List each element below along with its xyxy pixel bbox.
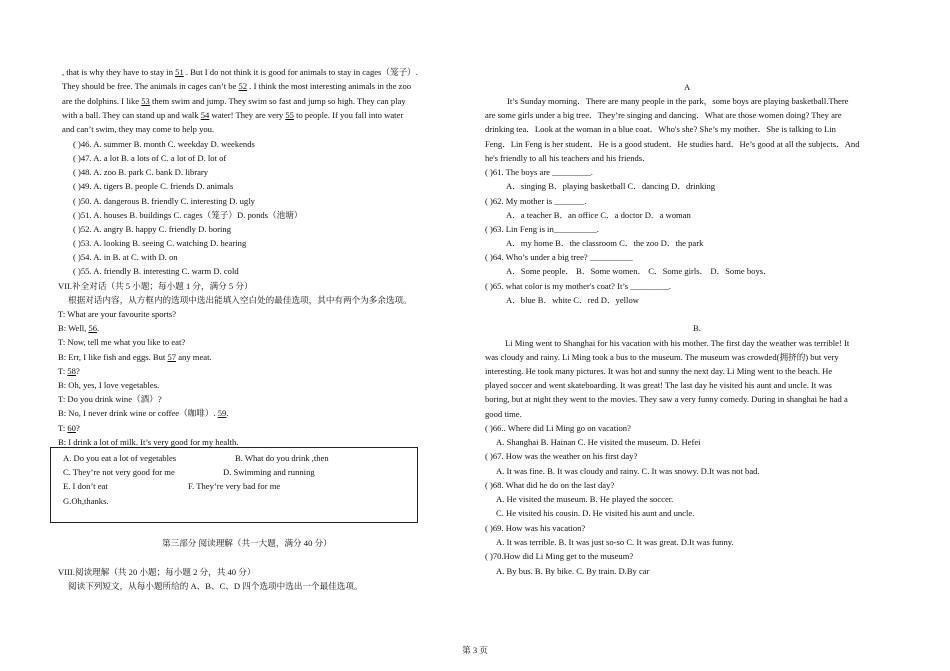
dialog-line-7: T: Do you drink wine（酒）? bbox=[58, 394, 162, 404]
passage-b-line-1: Li Ming went to Shanghai for his vacation with his mother. The first day the weather was terrible! It bbox=[505, 338, 850, 348]
question-64-options: A．Some people． B．Some women． C．Some girls． D．Some boys． bbox=[506, 266, 772, 276]
question-63-options: A．my home B．the classroom C．the zoo D．the park bbox=[506, 238, 704, 248]
blank-52: 52 bbox=[238, 81, 248, 91]
question-67: ( )67. How was the weather on his first day? bbox=[485, 451, 638, 461]
question-69: ( )69. How was his vacation? bbox=[485, 523, 586, 533]
question-70: ( )70.How did Li Ming get to the museum? bbox=[485, 551, 634, 561]
option-49: ( )49. A. tigers B. people C. friends D. animals bbox=[73, 181, 234, 191]
section-8-instruction: 阅读下列短文，从每小题所给的 A、B、C、D 四个选项中选出一个最佳选项。 bbox=[68, 581, 363, 591]
passage-b-title: B. bbox=[693, 323, 701, 333]
passage-line-1: , that is why they have to stay in 51 . But I do not think it is good for animals to stay in cages（笼子）. bbox=[62, 67, 418, 77]
question-67-options: A. It was fine. B. It was cloudy and rainy. C. It was snowy. D.It was not bad. bbox=[496, 466, 760, 476]
box-option-g: G.Oh,thanks. bbox=[63, 496, 109, 506]
question-63: ( )63. Lin Feng is in__________. bbox=[485, 224, 599, 234]
section-7-instruction: 根据对话内容，从方框内的选项中选出能填入空白处的最佳选项，其中有两个为多余选项。 bbox=[68, 295, 412, 305]
question-68: ( )68. What did he do on the last day? bbox=[485, 480, 615, 490]
box-option-f: F. They’re very bad for me bbox=[188, 481, 281, 491]
blank-57: 57 bbox=[167, 352, 177, 362]
dialog-line-2: B: Well, 56. bbox=[58, 323, 100, 333]
passage-line-5: and can’t swim, they may come to help you. bbox=[62, 124, 215, 134]
passage-b-line-3: interesting. He took many pictures. It was hot and sunny the next day. Li Ming went to the beach. He bbox=[485, 366, 833, 376]
question-68-options-cd: C. He visited his cousin. D. He visited his aunt and uncle. bbox=[496, 508, 695, 518]
blank-54: 54 bbox=[200, 110, 210, 120]
box-option-b: B. What do you drink ,then bbox=[235, 453, 329, 463]
question-66: ( )66.. Where did Li Ming go on vacation? bbox=[485, 423, 631, 433]
question-65: ( )65. what color is my mother's coat? It’s _________. bbox=[485, 281, 672, 291]
passage-b-line-2: was cloudy and rainy. Li Ming took a bus to the museum. The museum was crowded(拥挤的) but very bbox=[485, 352, 839, 362]
passage-b-line-6: good time. bbox=[485, 409, 522, 419]
question-69-options: A. It was terrible. B. It was just so-so C. It was great. D.It was funny. bbox=[496, 537, 734, 547]
dialog-line-6: B: Oh, yes, I love vegetables. bbox=[58, 380, 160, 390]
passage-a-line-3: drinking tea．Look at the woman in a blue coat．Who's she? She’s my mother．She is talking to Lin bbox=[485, 124, 836, 134]
passage-b-line-5: boring, but at night they went to the movies. They saw a very funny comedy. During in shanghai he had a bbox=[485, 394, 848, 404]
part-3-title: 第三部分 阅读理解（共一大题，满分 40 分） bbox=[162, 538, 332, 548]
option-47: ( )47. A. a lot B. a lots of C. a lot of D. lot of bbox=[73, 153, 227, 163]
dialog-line-10: B: I drink a lot of milk. It’s very good for my health. bbox=[58, 437, 239, 447]
passage-a-line-2: are some girls under a big tree．They’re singing and dancing．What are those women doing? They are bbox=[485, 110, 842, 120]
option-46: ( )46. A. summer B. month C. weekday D. weekends bbox=[73, 139, 255, 149]
box-option-c: C. They’re not very good for me bbox=[63, 467, 175, 477]
passage-line-4: with a ball. They can stand up and walk 54 water! They are very 55 to people. If you fall into water bbox=[62, 110, 404, 120]
page-number: 第 3 页 bbox=[462, 645, 488, 655]
option-51: ( )51. A. houses B. buildings C. cages（笼子）D. ponds（池塘） bbox=[73, 210, 303, 220]
blank-56: 56 bbox=[88, 323, 98, 333]
option-55: ( )55. A. friendly B. interesting C. warm D. cold bbox=[73, 266, 239, 276]
question-62: ( )62. My mother is _______. bbox=[485, 196, 587, 206]
blank-58: 58 bbox=[67, 366, 76, 376]
dialog-line-1: T: What are your favourite sports? bbox=[58, 309, 177, 319]
blank-55: 55 bbox=[285, 110, 294, 120]
passage-b-line-4: played soccer and went skateboarding. It was great! The last day he visited his aunt and uncle. It was bbox=[485, 380, 832, 390]
blank-51: 51 bbox=[175, 67, 184, 77]
box-option-d: D. Swimming and running bbox=[223, 467, 315, 477]
option-53: ( )53. A. looking B. seeing C. watching D. hearing bbox=[73, 238, 247, 248]
question-62-options: A．a teacher B．an office C．a doctor D．a woman bbox=[506, 210, 691, 220]
box-option-a: A. Do you eat a lot of vegetables bbox=[63, 453, 177, 463]
dialog-line-9: T: 60? bbox=[58, 423, 80, 433]
passage-line-3: are the dolphins. I like 53 them swim and jump. They swim so fast and jump so high. They can play bbox=[62, 96, 406, 106]
dialog-line-3: T: Now, tell me what you like to eat? bbox=[58, 337, 186, 347]
dialog-line-5: T: 58? bbox=[58, 366, 80, 376]
dialog-options-box bbox=[50, 447, 418, 523]
blank-60: 60 bbox=[67, 423, 76, 433]
question-65-options: A．blue B．white C．red D．yellow bbox=[506, 295, 639, 305]
passage-line-2: They should be free. The animals in cages can’t be 52 . I think the most interesting animals in the zoo bbox=[62, 81, 412, 91]
section-7-title: VII.补全对话（共 5 小题；每小题 1 分，满分 5 分） bbox=[58, 281, 253, 291]
dialog-line-4: B: Err, I like fish and eggs. But 57 any meat. bbox=[58, 352, 212, 362]
question-61: ( )61. The boys are _________. bbox=[485, 167, 593, 177]
passage-a-line-1: It’s Sunday morning．There are many people in the park，some boys are playing basketball.There bbox=[507, 96, 849, 106]
option-52: ( )52. A. angry B. happy C. friendly D. boring bbox=[73, 224, 232, 234]
question-70-options: A. By bus. B. By bike. C. By train. D.By car bbox=[496, 566, 650, 576]
passage-a-line-4: Feng．Lin Feng is her student．He is a good student．He studies hard．He’s good at all the subjects．And bbox=[485, 139, 860, 149]
option-54: ( )54. A. in B. at C. with D. on bbox=[73, 252, 178, 262]
question-68-options-ab: A. He visited the museum. B. He played the soccer. bbox=[496, 494, 674, 504]
blank-59: 59 bbox=[217, 408, 227, 418]
option-48: ( )48. A. zoo B. park C. bank D. library bbox=[73, 167, 209, 177]
dialog-line-8: B: No, I never drink wine or coffee（咖啡）. 59. bbox=[58, 408, 229, 418]
passage-a-title: A bbox=[684, 82, 691, 92]
passage-a-line-5: he's friendly to all his teachers and his friends． bbox=[485, 153, 651, 163]
option-50: ( )50. A. dangerous B. friendly C. interesting D. ugly bbox=[73, 196, 255, 206]
blank-53: 53 bbox=[141, 96, 150, 106]
question-61-options: A．singing B．playing basketball C．dancing D．drinking bbox=[506, 181, 716, 191]
question-64: ( )64. Who’s under a big tree? __________ bbox=[485, 252, 633, 262]
question-66-options: A. Shanghai B. Hainan C. He visited the museum. D. Hefei bbox=[496, 437, 701, 447]
section-8-title: VIII.阅读理解（共 20 小题；每小题 2 分，共 40 分） bbox=[58, 567, 256, 577]
box-option-e: E. I don’t eat bbox=[63, 481, 108, 491]
